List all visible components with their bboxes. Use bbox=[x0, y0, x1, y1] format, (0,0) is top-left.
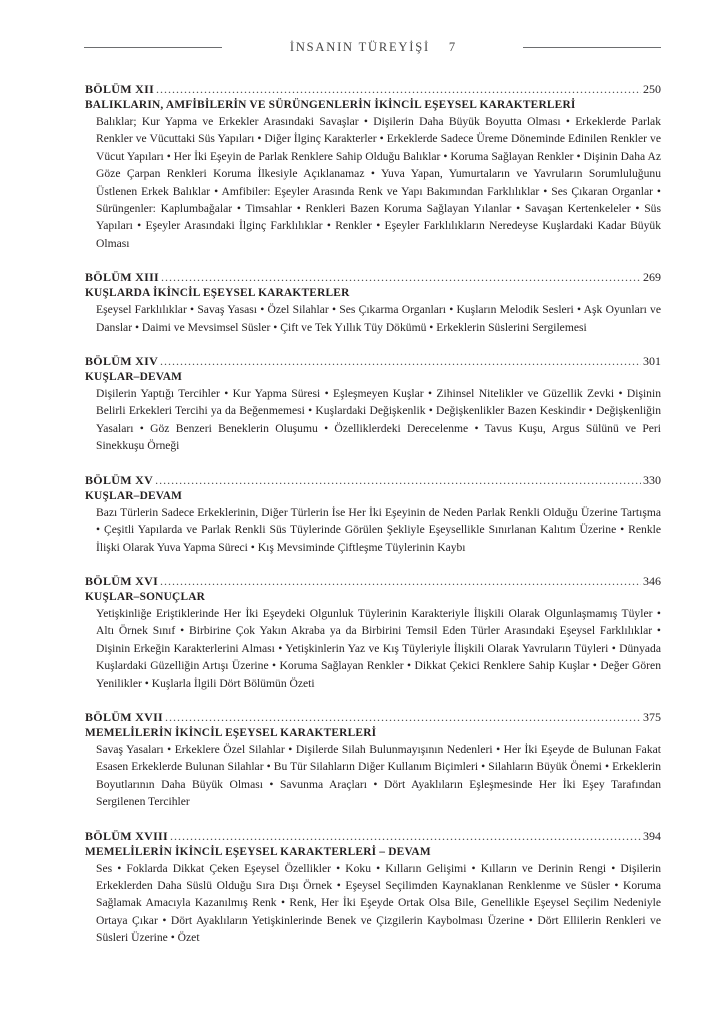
chapter-page-number: 375 bbox=[643, 709, 661, 724]
header-rule-left bbox=[84, 47, 222, 48]
header-rule-right bbox=[523, 47, 661, 48]
chapter-title: MEMELİLERİN İKİNCİL EŞEYSEL KARAKTERLERİ bbox=[85, 726, 377, 739]
chapter-description: Ses • Foklarda Dikkat Çeken Eşeysel Özellikler • Koku • Kılların Gelişimi • Kılların ve Derinin Rengi • Dişilerin Erkeklerden Daha Süslü Olduğu Sıra Dışı Örnek • Eşeysel Seçilimden Kaynaklanan Renklenme ve Süsler • Koruma Sağlamak Amacıyla Kazanılmış Renk • Renk, Her İki Eşeyde Ortak Olsa Bile, Genellikle Eşeysel Seçilim Nedeniyle Ortaya Çıkar • Dört Ayaklıların Yetişkinlerinde Benek ve Çizgilerin Kaybolması Üzerine • Dört Ellilerin Renkleri ve Süsleri Üzerine • Özet bbox=[96, 861, 661, 945]
chapter-title: KUŞLAR–DEVAM bbox=[85, 371, 183, 384]
chapter-page-number: 394 bbox=[643, 828, 661, 843]
chapter-label: BÖLÜM XIV bbox=[85, 354, 159, 369]
chapter-line bbox=[85, 81, 661, 97]
toc-entry bbox=[85, 709, 661, 811]
header-text bbox=[290, 40, 455, 55]
dot-leader bbox=[170, 828, 641, 844]
chapter-title: MEMELİLERİN İKİNCİL EŞEYSEL KARAKTERLERİ – DEVAM bbox=[85, 845, 431, 858]
dot-leader bbox=[155, 472, 641, 488]
toc-entry bbox=[85, 353, 661, 455]
chapter-line bbox=[85, 709, 661, 725]
chapter-label: BÖLÜM XVII bbox=[85, 709, 164, 724]
chapter-line bbox=[85, 472, 661, 488]
dot-leader bbox=[165, 709, 641, 725]
toc-entry bbox=[85, 81, 661, 252]
chapter-label: BÖLÜM XVIII bbox=[85, 828, 168, 843]
dot-leader bbox=[156, 81, 641, 97]
table-of-contents bbox=[85, 81, 661, 964]
chapter-description: Yetişkinliğe Eriştiklerinde Her İki Eşeydeki Olgunluk Tüylerinin Karakteriyle İlişkili Olarak Olgunlaşmamış Tüyler • Altı Örnek Sınıf • Birbirine Çok Yakın Akraba ya da Birbirini Temsil Eden Türler Arasındaki Eşeysel Farklılıklar • Dişinin Erkeğin Karakterlerini Alması • Yetişkinlerin Yaz ve Kış Tüyleriyle İlişkili Olarak Yavruların Tüyleri • Dünyada Kuşlardaki Güzelliğin Artışı Üzerine • Koruma Sağlayan Renkler • Dikkat Çekici Renklere Sahip Kuşlar • Değer Gören Yenilikler • Kuşlarla İlgili Dört Bölümün Özeti bbox=[96, 606, 661, 690]
chapter-description: Bazı Türlerin Sadece Erkeklerinin, Diğer Türlerin İse Her İki Eşeyinin de Neden Parlak Renkli Olduğu Üzerine Tartışma • Çeşitli Yapılarda ve Parlak Renkli Süs Tüylerinde Görülen Şekliyle Eşeysellikle Sınırlanan Kalıtım Üzerine • Renkle İlişki Olarak Yuva Yapma Süreci • Kış Mevsiminde Çiftleşme Tüylerinin Kaybı bbox=[96, 505, 661, 554]
dot-leader bbox=[161, 269, 641, 285]
toc-entry bbox=[85, 573, 661, 692]
chapter-description: Balıklar; Kur Yapma ve Erkekler Arasındaki Savaşlar • Dişilerin Daha Büyük Boyutta Olması • Erkeklerde Parlak Renkler ve Vücuttaki Süs Yapıları • Diğer İlginç Karakterler • Erkeklerde Sadece Üreme Döneminde Edinilen Renkler ve Vücut Yapıları • Her İki Eşeyin de Parlak Renklere Sahip Olduğu Balıklar • Koruma Sağlayan Renkler • Dişinin Daha Az Göze Çarpan Renkleri Koruma İlkesiyle Açıklanamaz • Yuva Yapan, Yumurtaların ve Yavruların Sorumluluğunu Üstlenen Erkek Balıklar • Amfibiler: Eşeyler Arasında Renk ve Yapı Bakımından Farklılıklar • Ses Çıkaran Organlar • Sürüngenler: Kaplumbağalar • Timsahlar • Renkleri Bazen Koruma Sağlayan Yılanlar • Savaşan Kertenkeleler • Süs Yapıları • Eşeyler Arasındaki İlginç Farklılıklar • Renkler • Eşeyler Farklılıkların Neredeyse Kuşlardaki Kadar Büyük Olması bbox=[96, 115, 661, 250]
toc-entry bbox=[85, 828, 661, 947]
chapter-page-number: 346 bbox=[643, 573, 661, 588]
chapter-line bbox=[85, 269, 661, 285]
chapter-label: BÖLÜM XV bbox=[85, 472, 154, 487]
page-number: 7 bbox=[448, 39, 456, 54]
dot-leader bbox=[160, 353, 641, 369]
chapter-title: KUŞLAR–DEVAM bbox=[85, 489, 183, 502]
chapter-title: KUŞLAR–SONUÇLAR bbox=[85, 590, 206, 603]
chapter-title: BALIKLARIN, AMFİBİLERİN VE SÜRÜNGENLERİN İKİNCİL EŞEYSEL KARAKTERLERİ bbox=[85, 99, 576, 111]
chapter-label: BÖLÜM XIII bbox=[85, 270, 160, 285]
chapter-page-number: 250 bbox=[643, 82, 661, 96]
book-title: İNSANIN TÜREYİŞİ bbox=[289, 39, 430, 54]
chapter-description: Eşeysel Farklılıklar • Savaş Yasası • Özel Silahlar • Ses Çıkarma Organları • Kuşların Melodik Sesleri • Aşk Oyunları ve Danslar • Daimi ve Mevsimsel Süsler • Çift ve Tek Yıllık Tüy Dökümü • Erkeklerin Süslerini Sergilemesi bbox=[96, 303, 661, 334]
chapter-page-number: 330 bbox=[643, 472, 661, 487]
dot-leader bbox=[160, 573, 641, 589]
chapter-label: BÖLÜM XII bbox=[85, 82, 155, 96]
toc-entry bbox=[85, 472, 661, 556]
chapter-description: Savaş Yasaları • Erkeklere Özel Silahlar • Dişilerde Silah Bulunmayışının Nedenleri • Her İki Eşeyde de Bulunan Fakat Esasen Erkeklerde Bulunan Silahlar • Bu Tür Silahların Diğer Kullanım Biçimleri • Silahların Büyük Önemi • Erkeklerin Boyutlarının Daha Büyük Olması • Savunma Araçları • Dört Ayaklıların Eşleşmesinde Her İki Eşey Tarafından Sergilenen Tercihler bbox=[96, 742, 661, 809]
running-header bbox=[84, 37, 661, 57]
chapter-description: Dişilerin Yaptığı Tercihler • Kur Yapma Süresi • Eşleşmeyen Kuşlar • Zihinsel Nitelikler ve Güzellik Zevki • Dişinin Belirli Erkekleri Tercihi ya da Beğenmemesi • Kuşlardaki Değişkenlik • Değişkenlikler Bazen Keskindir • Değişkenliğin Yasaları • Göz Benzeri Beneklerin Oluşumu • Özelliklerdeki Derecelenme • Tavus Kuşu, Argus Sülünü ve Peri Sinekkuşu Örneği bbox=[96, 387, 661, 453]
chapter-line bbox=[85, 828, 661, 844]
chapter-page-number: 269 bbox=[643, 270, 661, 285]
chapter-line bbox=[85, 353, 661, 369]
chapter-title: KUŞLARDA İKİNCİL EŞEYSEL KARAKTERLER bbox=[85, 287, 350, 300]
chapter-label: BÖLÜM XVI bbox=[85, 573, 159, 588]
toc-entry bbox=[85, 269, 661, 336]
chapter-line bbox=[85, 573, 661, 589]
chapter-page-number: 301 bbox=[643, 354, 661, 369]
